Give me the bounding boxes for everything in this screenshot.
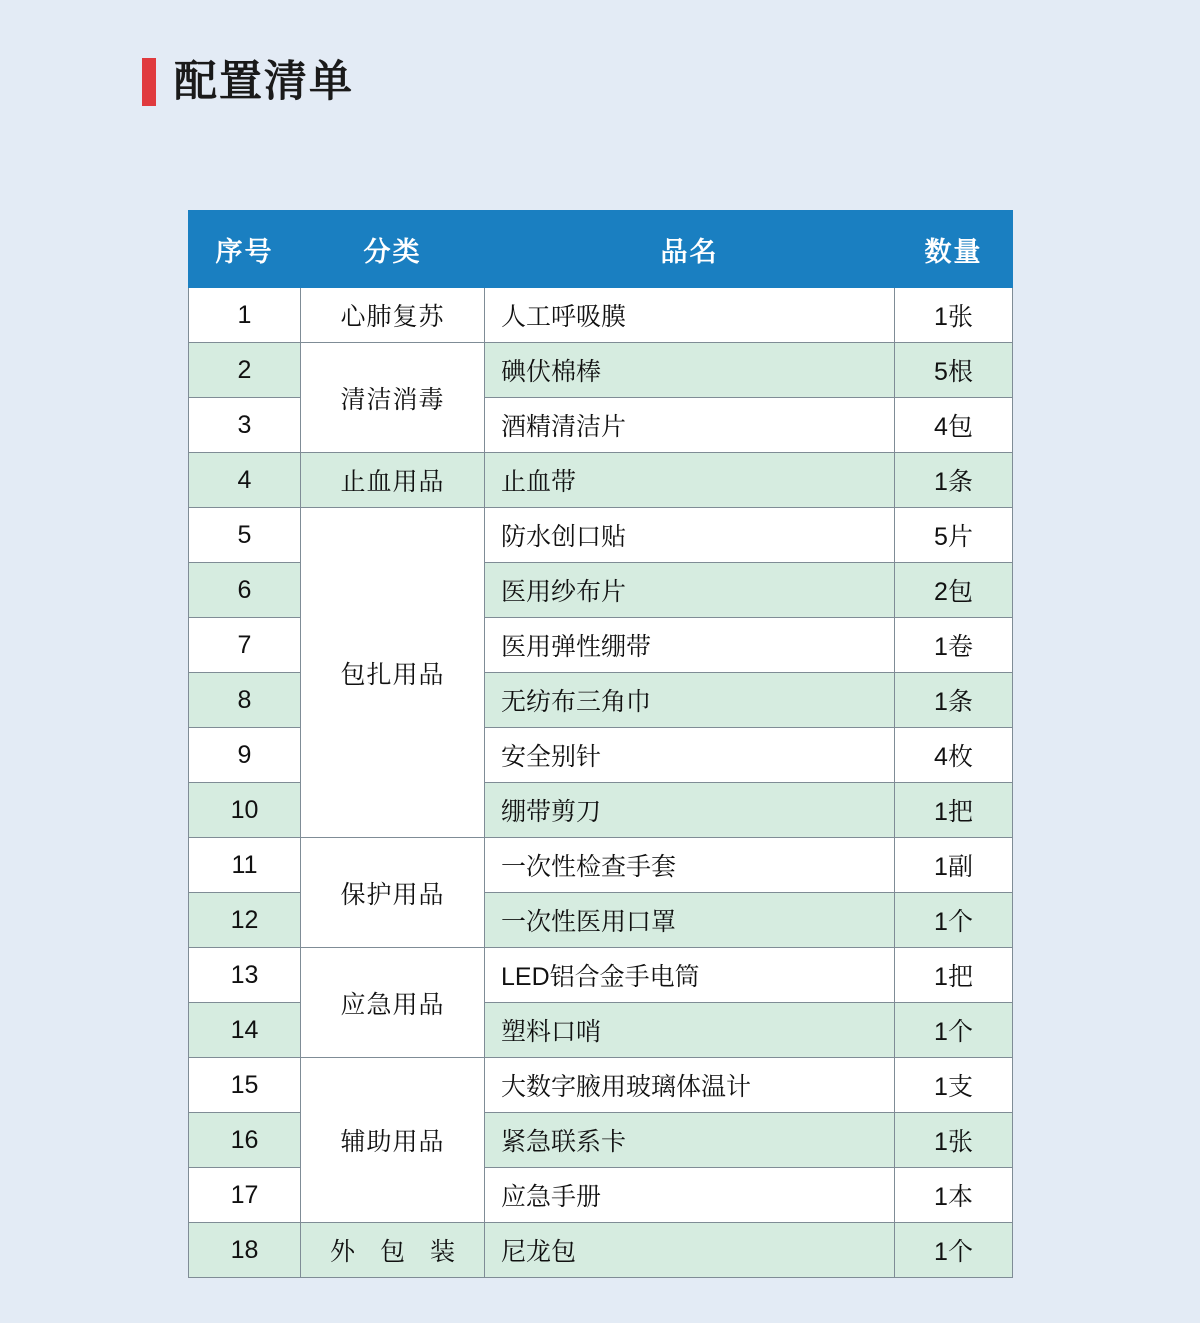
cell-index: 7 [189,618,301,673]
cell-quantity: 4枚 [895,728,1013,783]
cell-item-name: 一次性检查手套 [485,838,895,893]
cell-quantity: 1条 [895,453,1013,508]
table-row [189,343,1013,398]
cell-quantity: 1张 [895,288,1013,343]
cell-quantity: 1张 [895,1113,1013,1168]
cell-quantity: 1条 [895,673,1013,728]
table-row [189,453,1013,508]
cell-category: 心肺复苏 [301,288,485,343]
page-title-text: 配置清单 [174,57,354,106]
cell-index: 17 [189,1168,301,1223]
cell-item-name: LED铝合金手电筒 [485,948,895,1003]
cell-index: 4 [189,453,301,508]
cell-quantity: 1把 [895,948,1013,1003]
cell-item-name: 人工呼吸膜 [485,288,895,343]
cell-index: 18 [189,1223,301,1278]
cell-category: 止血用品 [301,453,485,508]
cell-index: 14 [189,1003,301,1058]
table-row [189,1058,1013,1113]
column-header-category: 分类 [301,211,485,288]
cell-index: 9 [189,728,301,783]
cell-index: 15 [189,1058,301,1113]
cell-quantity: 1支 [895,1058,1013,1113]
column-header-index: 序号 [189,211,301,288]
cell-item-name: 医用弹性绷带 [485,618,895,673]
table-row [189,288,1013,343]
cell-index: 10 [189,783,301,838]
column-header-quantity: 数量 [895,211,1013,288]
table-body [189,288,1013,1278]
cell-item-name: 碘伏棉棒 [485,343,895,398]
cell-item-name: 应急手册 [485,1168,895,1223]
table-row [189,1223,1013,1278]
cell-quantity: 1个 [895,893,1013,948]
cell-index: 12 [189,893,301,948]
cell-quantity: 5片 [895,508,1013,563]
cell-index: 8 [189,673,301,728]
cell-quantity: 1个 [895,1223,1013,1278]
cell-index: 5 [189,508,301,563]
cell-category: 保护用品 [301,838,485,948]
cell-item-name: 大数字腋用玻璃体温计 [485,1058,895,1113]
cell-quantity: 1把 [895,783,1013,838]
cell-quantity: 4包 [895,398,1013,453]
cell-item-name: 止血带 [485,453,895,508]
cell-index: 3 [189,398,301,453]
cell-index: 1 [189,288,301,343]
cell-index: 6 [189,563,301,618]
cell-category: 清洁消毒 [301,343,485,453]
table-header-row [189,211,1013,288]
table-row [189,948,1013,1003]
cell-item-name: 安全别针 [485,728,895,783]
column-header-name: 品名 [485,211,895,288]
cell-item-name: 塑料口哨 [485,1003,895,1058]
cell-quantity: 2包 [895,563,1013,618]
cell-item-name: 防水创口贴 [485,508,895,563]
configuration-table-container [188,210,1012,1278]
cell-quantity: 5根 [895,343,1013,398]
table-row [189,508,1013,563]
title-accent-bar [142,58,156,106]
cell-index: 2 [189,343,301,398]
cell-quantity: 1个 [895,1003,1013,1058]
cell-quantity: 1副 [895,838,1013,893]
table-row [189,838,1013,893]
cell-item-name: 酒精清洁片 [485,398,895,453]
cell-item-name: 紧急联系卡 [485,1113,895,1168]
cell-index: 11 [189,838,301,893]
cell-category: 辅助用品 [301,1058,485,1223]
cell-item-name: 尼龙包 [485,1223,895,1278]
cell-category: 应急用品 [301,948,485,1058]
cell-item-name: 无纺布三角巾 [485,673,895,728]
cell-item-name: 医用纱布片 [485,563,895,618]
page-title [142,58,354,106]
cell-quantity: 1本 [895,1168,1013,1223]
cell-item-name: 绷带剪刀 [485,783,895,838]
cell-item-name: 一次性医用口罩 [485,893,895,948]
cell-quantity: 1卷 [895,618,1013,673]
configuration-table [188,210,1013,1278]
cell-index: 16 [189,1113,301,1168]
cell-index: 13 [189,948,301,1003]
cell-category: 包扎用品 [301,508,485,838]
cell-category: 外 包 装 [301,1223,485,1278]
